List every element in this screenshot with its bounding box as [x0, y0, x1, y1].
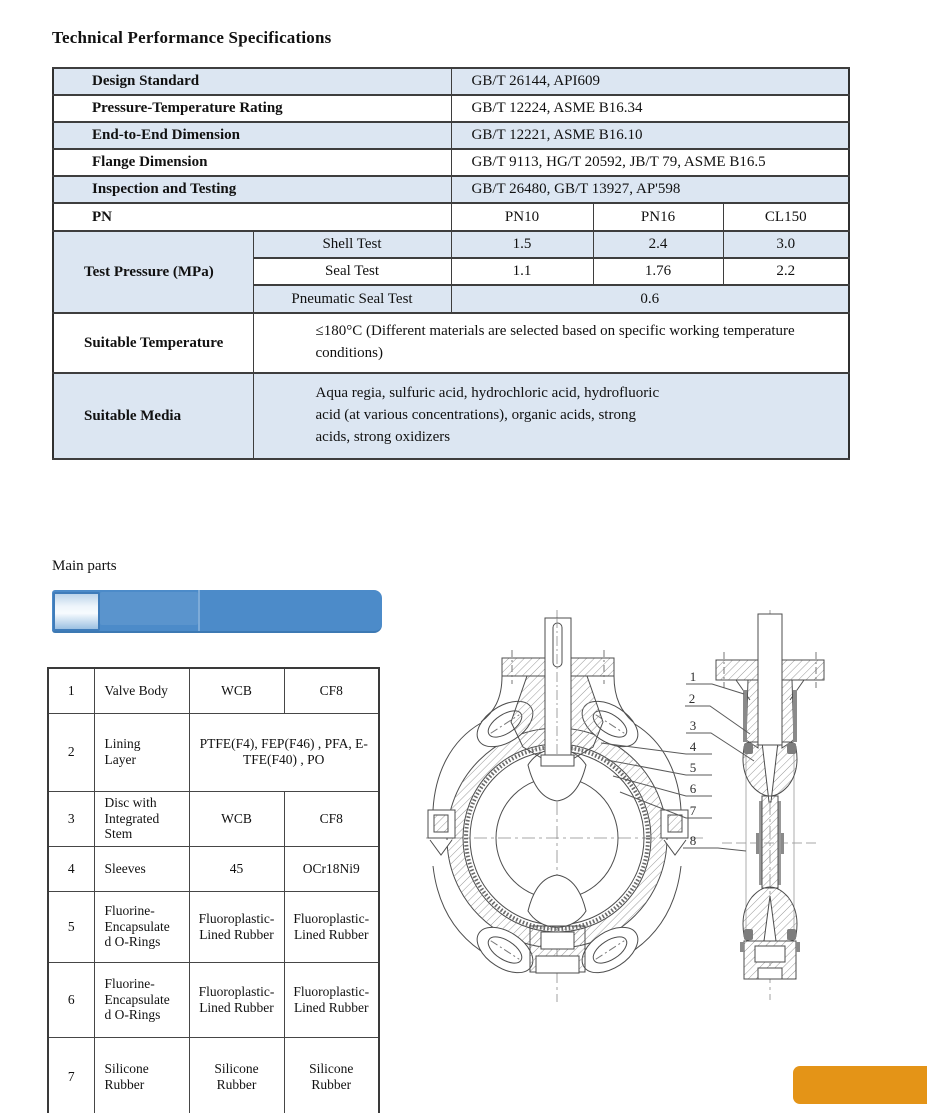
callout-6: 6 [689, 781, 697, 796]
part-material-merged: PTFE(F4), FEP(F46) , PFA, E-TFE(F40) , PO [189, 713, 379, 791]
spec-label: Inspection and Testing [53, 176, 451, 203]
part-material-1: 45 [189, 846, 284, 891]
valve-cross-section-svg [410, 596, 927, 1040]
spec-value: GB/T 12224, ASME B16.34 [451, 95, 849, 122]
pn-col-pn10: PN10 [451, 203, 593, 231]
parts-table [47, 667, 380, 1113]
part-material-1: WCB [189, 791, 284, 846]
part-no: 3 [48, 791, 94, 846]
part-name: Disc with Integrated Stem [94, 791, 189, 846]
callout-3: 3 [689, 718, 697, 733]
test-value: 2.4 [593, 231, 723, 258]
part-material-2: Fluoroplastic-Lined Rubber [284, 962, 379, 1037]
test-name: Seal Test [253, 258, 451, 285]
part-no: 5 [48, 891, 94, 962]
spec-row-shell-test [53, 231, 849, 258]
part-no: 4 [48, 846, 94, 891]
callout-numbers [689, 669, 697, 848]
parts-row [48, 891, 379, 962]
main-parts-heading: Main parts [52, 558, 117, 574]
part-material-1: Silicone Rubber [189, 1037, 284, 1113]
spec-label: PN [53, 203, 451, 231]
part-material-2: CF8 [284, 668, 379, 713]
parts-row [48, 791, 379, 846]
test-pressure-label: Test Pressure (MPa) [53, 231, 253, 313]
test-value: 2.2 [723, 258, 849, 285]
part-material-1: Fluoroplastic-Lined Rubber [189, 962, 284, 1037]
part-name: Fluorine-Encapsulated O-Rings [94, 891, 189, 962]
part-name: Lining Layer [94, 713, 189, 791]
spec-value: GB/T 9113, HG/T 20592, JB/T 79, ASME B16.5 [451, 149, 849, 176]
test-value: 3.0 [723, 231, 849, 258]
parts-row [48, 713, 379, 791]
spec-label: Pressure-Temperature Rating [53, 95, 451, 122]
callout-5: 5 [689, 760, 697, 775]
spec-value: GB/T 26480, GB/T 13927, AP'598 [451, 176, 849, 203]
part-name: Valve Body [94, 668, 189, 713]
callout-2: 2 [688, 691, 696, 706]
orange-action-button[interactable] [793, 1066, 927, 1104]
callout-8: 8 [689, 833, 697, 848]
parts-header-banner [52, 590, 382, 633]
banner-segment [100, 592, 198, 625]
parts-row [48, 846, 379, 891]
callout-1: 1 [689, 669, 697, 684]
spec-row-design-standard [53, 68, 849, 95]
pn-col-pn16: PN16 [593, 203, 723, 231]
pn-col-cl150: CL150 [723, 203, 849, 231]
spec-value: GB/T 12221, ASME B16.10 [451, 122, 849, 149]
spec-label: Suitable Media [53, 373, 253, 459]
spec-row-end-to-end [53, 122, 849, 149]
test-value: 1.76 [593, 258, 723, 285]
spec-row-pn [53, 203, 849, 231]
callout-4: 4 [689, 739, 697, 754]
part-no: 2 [48, 713, 94, 791]
spec-value: ≤180°C (Different materials are selected based on specific working temperature conditions) [253, 313, 849, 373]
part-material-1: Fluoroplastic-Lined Rubber [189, 891, 284, 962]
callout-7: 7 [689, 803, 697, 818]
part-no: 7 [48, 1037, 94, 1113]
spec-row-suitable-temperature [53, 313, 849, 373]
part-name: Silicone Rubber [94, 1037, 189, 1113]
spec-row-flange [53, 149, 849, 176]
part-material-2: Fluoroplastic-Lined Rubber [284, 891, 379, 962]
test-value: 1.5 [451, 231, 593, 258]
page-title: Technical Performance Specifications [52, 28, 332, 47]
spec-table [52, 67, 850, 460]
test-name: Shell Test [253, 231, 451, 258]
part-name: Fluorine-Encapsulated O-Rings [94, 962, 189, 1037]
part-material-1: WCB [189, 668, 284, 713]
part-material-2: OCr18Ni9 [284, 846, 379, 891]
test-value-merged: 0.6 [451, 285, 849, 313]
test-value: 1.1 [451, 258, 593, 285]
valve-drawings [410, 596, 927, 1040]
part-material-2: Silicone Rubber [284, 1037, 379, 1113]
parts-row [48, 668, 379, 713]
spec-label: End-to-End Dimension [53, 122, 451, 149]
banner-highlight-cell [53, 592, 100, 631]
part-name: Sleeves [94, 846, 189, 891]
spec-row-suitable-media [53, 373, 849, 459]
spec-row-inspection [53, 176, 849, 203]
part-no: 1 [48, 668, 94, 713]
test-name: Pneumatic Seal Test [253, 285, 451, 313]
spec-value: Aqua regia, sulfuric acid, hydrochloric acid, hydrofluoric acid (at various concentrations), organic acids, strong acids, strong oxidizers [253, 373, 849, 459]
spec-label: Flange Dimension [53, 149, 451, 176]
part-no: 6 [48, 962, 94, 1037]
spec-row-pressure-temp [53, 95, 849, 122]
part-material-2: CF8 [284, 791, 379, 846]
side-view-drawing [716, 610, 824, 1000]
parts-row [48, 1037, 379, 1113]
front-view-drawing [426, 610, 706, 1002]
spec-value: GB/T 26144, API609 [451, 68, 849, 95]
banner-divider [198, 590, 200, 631]
parts-row [48, 962, 379, 1037]
spec-label: Design Standard [53, 68, 451, 95]
spec-label: Suitable Temperature [53, 313, 253, 373]
